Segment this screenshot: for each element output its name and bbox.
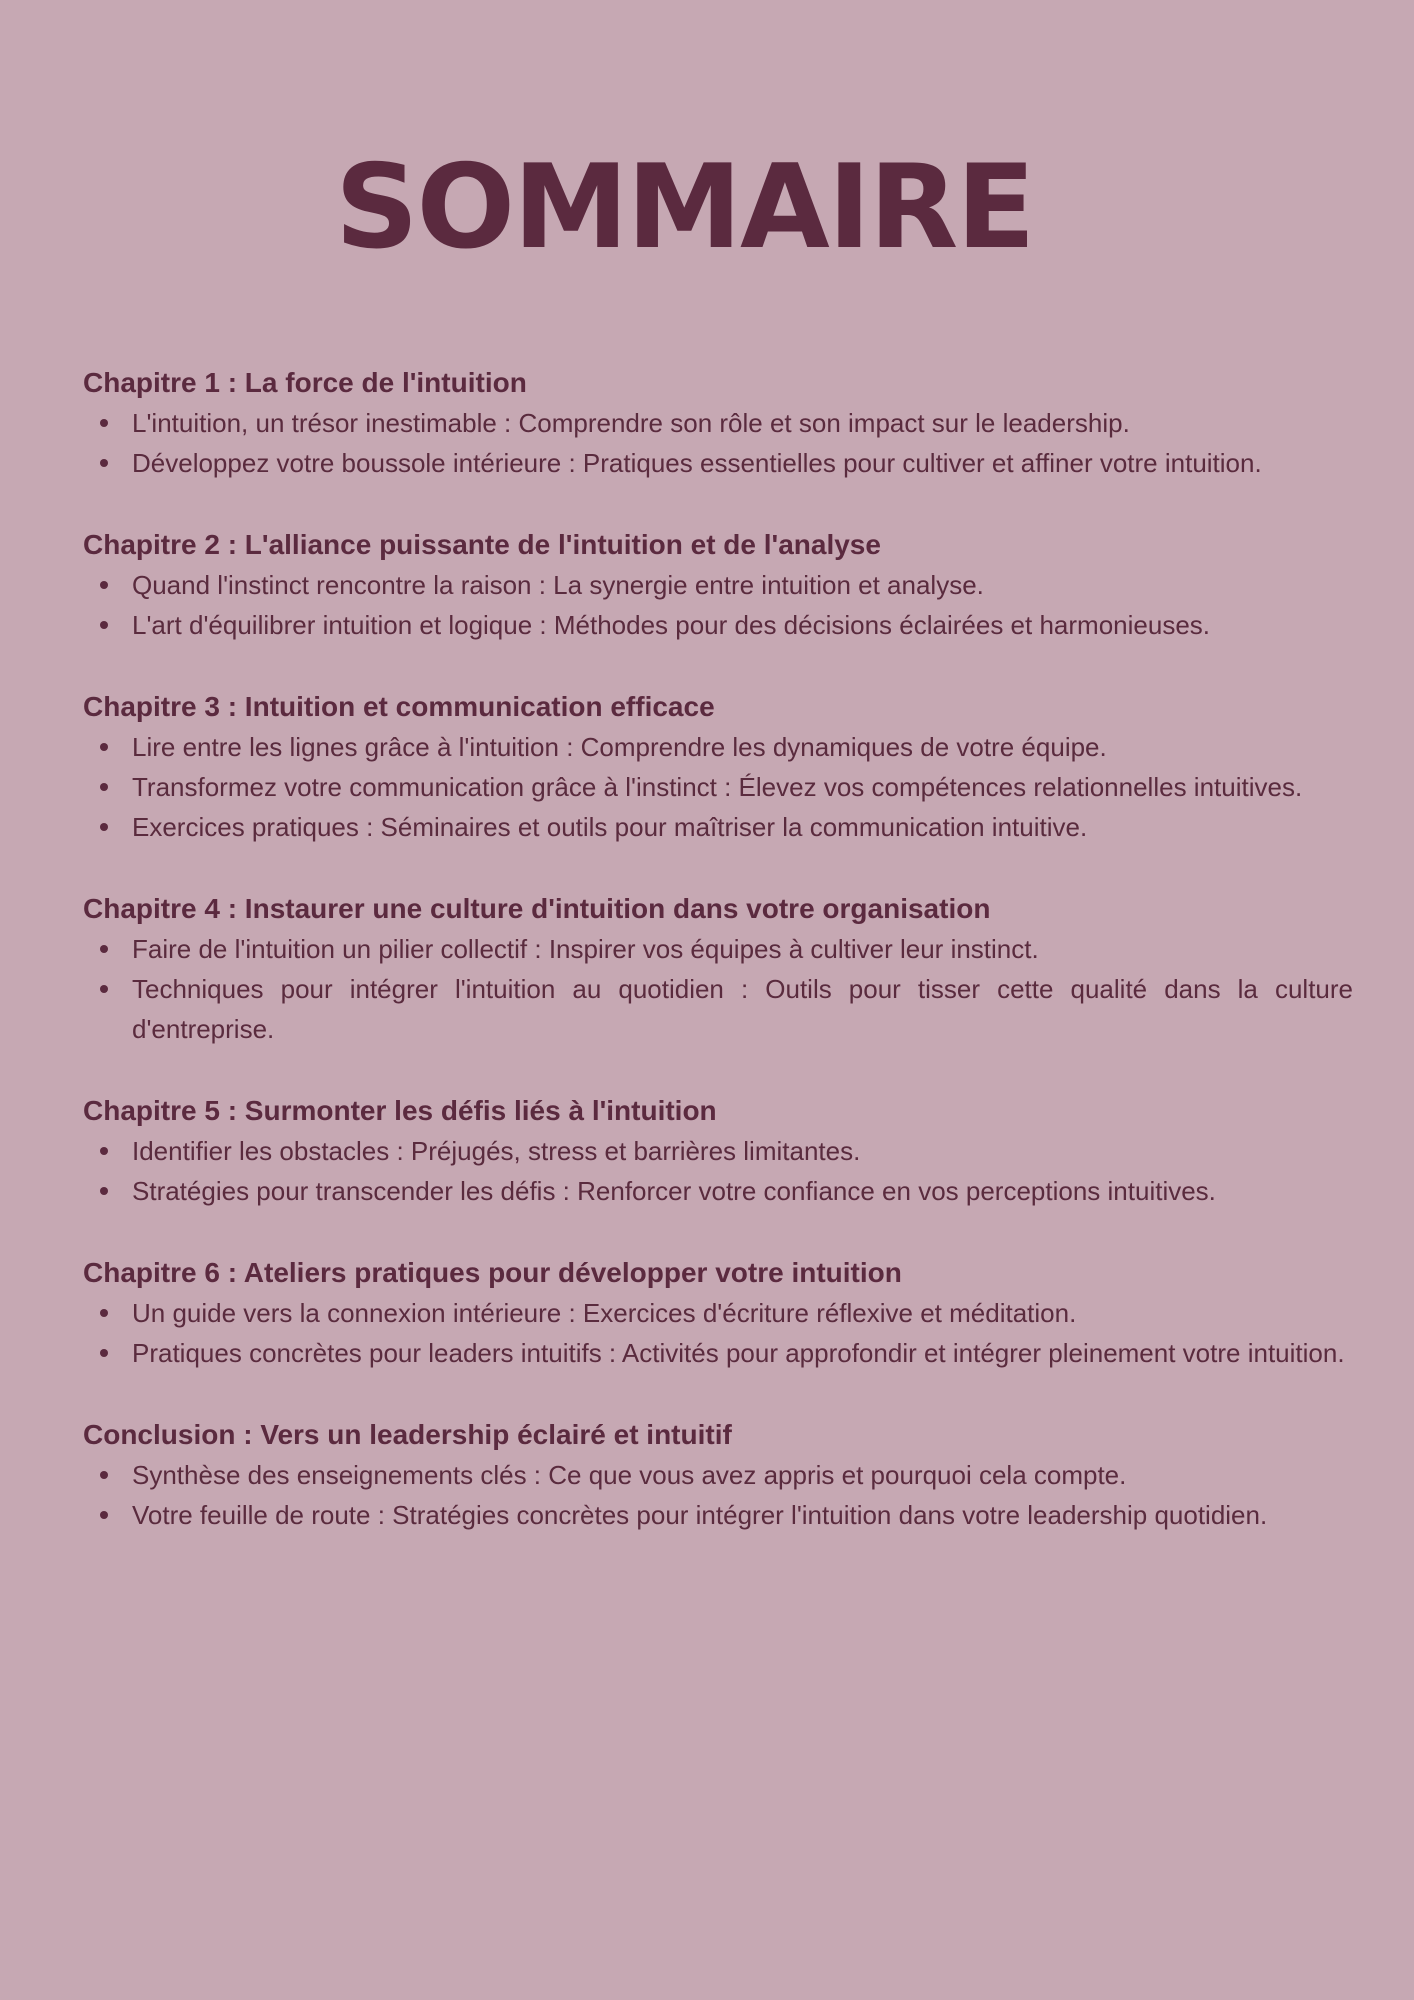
bullet-icon — [100, 1309, 108, 1317]
bullet-icon — [100, 1147, 108, 1155]
chapter-section — [83, 1253, 1353, 1373]
bullet-icon — [100, 985, 108, 993]
chapter-item — [83, 1131, 1353, 1171]
chapter-section — [83, 363, 1353, 483]
chapter-item — [83, 1333, 1353, 1373]
chapter-item — [83, 403, 1353, 443]
chapter-item-text: Synthèse des enseignements clés : Ce que vous avez appris et pourquoi cela compte. — [132, 1460, 1127, 1490]
chapter-item-text: Faire de l'intuition un pilier collectif : Inspirer vos équipes à cultiver leur instinct. — [132, 934, 1039, 964]
chapter-items — [83, 727, 1353, 847]
chapter-item — [83, 1455, 1353, 1495]
chapter-item — [83, 443, 1353, 483]
bullet-icon — [100, 1187, 108, 1195]
page-title: SOMMAIRE — [335, 140, 1034, 275]
bullet-icon — [100, 621, 108, 629]
chapter-item-text: Pratiques concrètes pour leaders intuitifs : Activités pour approfondir et intégrer pleinement votre intuition. — [132, 1338, 1345, 1368]
chapter-item — [83, 767, 1353, 807]
chapter-items — [83, 403, 1353, 483]
chapter-title: Chapitre 4 : Instaurer une culture d'intuition dans votre organisation — [83, 893, 991, 924]
chapter-section — [83, 889, 1353, 1049]
chapter-section — [83, 687, 1353, 847]
chapter-item-text: Exercices pratiques : Séminaires et outils pour maîtriser la communication intuitive. — [132, 812, 1088, 842]
chapter-item — [83, 1293, 1353, 1333]
chapter-item-text: Votre feuille de route : Stratégies concrètes pour intégrer l'intuition dans votre leadership quotidien. — [132, 1500, 1268, 1530]
bullet-icon — [100, 1511, 108, 1519]
bullet-icon — [100, 743, 108, 751]
chapter-items — [83, 1455, 1353, 1535]
chapter-section — [83, 1415, 1353, 1535]
bullet-icon — [100, 823, 108, 831]
bullet-icon — [100, 581, 108, 589]
chapter-item-text: Lire entre les lignes grâce à l'intuition : Comprendre les dynamiques de votre équipe. — [132, 732, 1107, 762]
chapter-item-text: Identifier les obstacles : Préjugés, stress et barrières limitantes. — [132, 1136, 861, 1166]
chapter-item — [83, 929, 1353, 969]
chapter-item — [83, 1171, 1353, 1211]
chapter-item-text: Techniques pour intégrer l'intuition au quotidien : Outils pour tisser cette qualité dans la culture d'entreprise. — [132, 974, 1353, 1044]
bullet-icon — [100, 783, 108, 791]
chapter-title: Chapitre 2 : L'alliance puissante de l'intuition et de l'analyse — [83, 529, 881, 560]
chapter-section — [83, 525, 1353, 645]
chapter-item — [83, 727, 1353, 767]
chapter-item-text: Développez votre boussole intérieure : Pratiques essentielles pour cultiver et affiner votre intuition. — [132, 448, 1262, 478]
chapter-title: Chapitre 5 : Surmonter les défis liés à l'intuition — [83, 1095, 717, 1126]
chapter-item — [83, 969, 1353, 1049]
chapter-item-text: Un guide vers la connexion intérieure : Exercices d'écriture réflexive et méditation. — [132, 1298, 1077, 1328]
chapter-items — [83, 1131, 1353, 1211]
bullet-icon — [100, 1349, 108, 1357]
chapter-title: Conclusion : Vers un leadership éclairé et intuitif — [83, 1419, 732, 1450]
bullet-icon — [100, 459, 108, 467]
chapter-items — [83, 1293, 1353, 1373]
chapter-items — [83, 929, 1353, 1049]
chapter-item-text: Transformez votre communication grâce à l'instinct : Élevez vos compétences relationnelles intuitives. — [132, 772, 1303, 802]
chapter-title: Chapitre 1 : La force de l'intuition — [83, 367, 527, 398]
chapter-item-text: Stratégies pour transcender les défis : Renforcer votre confiance en vos perceptions intuitives. — [132, 1176, 1216, 1206]
chapter-items — [83, 565, 1353, 645]
chapter-item — [83, 1495, 1353, 1535]
chapter-item-text: Quand l'instinct rencontre la raison : La synergie entre intuition et analyse. — [132, 570, 984, 600]
chapter-item-text: L'intuition, un trésor inestimable : Comprendre son rôle et son impact sur le leadership. — [132, 408, 1130, 438]
chapter-title: Chapitre 6 : Ateliers pratiques pour développer votre intuition — [83, 1257, 902, 1288]
chapter-item — [83, 807, 1353, 847]
bullet-icon — [100, 945, 108, 953]
chapter-item — [83, 565, 1353, 605]
chapter-item-text: L'art d'équilibrer intuition et logique : Méthodes pour des décisions éclairées et harmonieuses. — [132, 610, 1210, 640]
chapter-title: Chapitre 3 : Intuition et communication efficace — [83, 691, 715, 722]
bullet-icon — [100, 419, 108, 427]
table-of-contents — [83, 363, 1353, 1577]
chapter-section — [83, 1091, 1353, 1211]
chapter-item — [83, 605, 1353, 645]
bullet-icon — [100, 1471, 108, 1479]
